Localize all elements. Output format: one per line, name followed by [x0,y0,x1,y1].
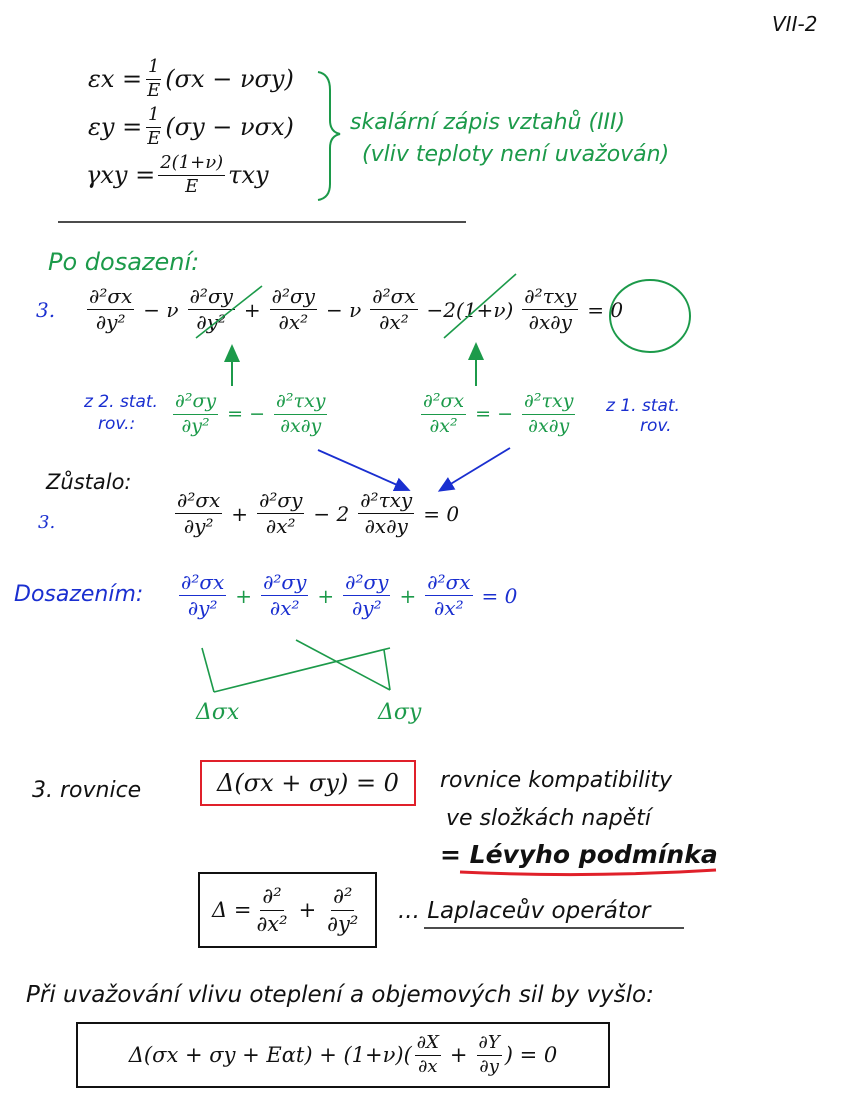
levy-note-2: ve složkách napětí [446,806,652,831]
stat-right-rhs-den: ∂x∂y [528,414,570,437]
arrow-blue-right [444,448,510,488]
eq-sub-t1-den: ∂y² [187,596,218,620]
laplace-sigma-x: Δσx [196,700,240,725]
hooke-eq-1-lhs: εx = [88,65,143,94]
hooke-note-line-1: skalární zápis vztahů (III) [350,110,626,135]
eq-full-minus-nu-2: − ν [325,297,362,322]
eq-full-t3-den: ∂x² [278,310,309,334]
hooke-eq-2-rhs: (σy − νσx) [165,113,294,142]
stat-left-rhs-den: ∂x∂y [280,414,322,437]
dosazenim-label: Dosazením: [14,582,144,607]
eq-remain-eq-zero: = 0 [423,501,460,526]
eq-remain-t1-den: ∂y² [183,514,214,538]
strike-term-2 [196,286,262,338]
rovnice-3-label: 3. rovnice [32,778,142,803]
eq-full-number: 3. [36,298,56,322]
group-line-3 [296,640,390,690]
eq-full-t2-den: ∂y² [196,310,227,334]
eq-full-eq-zero: = 0 [587,297,624,322]
levy-note-1: rovnice kompatibility [440,768,672,793]
eq-remain-t1-num: ∂²σx [177,488,221,512]
stat-left-lhs-den: ∂y² [181,414,210,437]
po-dosazeni-label: Po dosazení: [48,248,200,276]
eq-sub-plus-1: + [235,583,253,608]
eq-sub-t3-den: ∂y² [351,596,382,620]
eq-full-minus-2: −2(1+ν) [426,297,514,322]
eq-remain-number: 3. [38,512,56,533]
group-line-2 [214,648,390,692]
stat-right-label-1: z 1. stat. [606,396,680,416]
laplace-op-lhs: Δ = [212,898,252,922]
group-line-1 [202,648,214,692]
stat-right-lhs-den: ∂x² [429,414,458,437]
final-eq-plus: + [449,1043,468,1067]
eq-remain-t3-den: ∂x∂y [364,514,408,538]
final-eq-t2-num: ∂Y [477,1034,502,1056]
eq-full-t4-den: ∂x² [379,310,409,334]
eq-full-plus-1: + [243,297,261,322]
eq-full-t5-num: ∂²τxy [524,284,577,308]
circle-tau-term [610,280,690,352]
eq-sub-plus-3: + [399,583,417,608]
hooke-eq-3-lhs: γxy = [86,161,156,190]
stat-left-eq-sign: = − [227,403,266,426]
eq-sub-plus-2: + [317,583,335,608]
final-eq-t1-den: ∂x [418,1055,438,1077]
laplace-op-t1-num: ∂² [260,885,283,910]
brace-mark [318,72,340,200]
arrow-blue-left [318,450,404,488]
hooke-eq-3-rhs: τxy [228,161,269,190]
strike-term-4 [444,274,516,338]
stat-left-lhs-num: ∂²σy [173,392,218,415]
page-number: VII-2 [772,12,818,36]
final-eq-rhs: ) = 0 [504,1043,558,1067]
eq-full-minus-nu-1: − ν [143,297,179,322]
hooke-eq-3-num: 2(1+ν) [158,154,225,176]
stat-left-label-2: rov.: [98,414,136,434]
eq-remain-t2-num: ∂²σy [259,488,303,512]
laplace-op-t1-den: ∂x² [256,911,288,936]
eq-full-t4-num: ∂²σx [372,284,416,308]
stat-right-rhs-num: ∂²τxy [522,392,575,415]
stat-right-label-2: rov. [640,416,672,436]
hooke-note-line-2: (vliv teploty není uvažován) [362,142,670,167]
hooke-eq-2-num: 1 [146,106,161,128]
stat-right-eq-sign: = − [475,403,514,426]
hooke-eq-1-den: E [147,79,161,101]
eq-sub-t4-den: ∂x² [434,596,464,620]
eq-sub-eq-zero: = 0 [481,583,518,608]
eq-sub-t4-num: ∂²σx [427,570,471,594]
final-eq-t2-den: ∂y [479,1055,499,1077]
levy-underline [460,870,716,875]
laplace-sigma-y: Δσy [378,700,422,725]
stat-left-rhs-num: ∂²τxy [274,392,327,415]
eq-full-t2-num: ∂²σy [189,284,233,308]
hooke-eq-1-rhs: (σx − νσy) [165,65,294,94]
eq-remain-plus: + [231,501,249,526]
final-eq-t1-num: ∂X [415,1034,441,1056]
laplace-op-t2-den: ∂y² [327,911,359,936]
laplace-op-plus: + [298,898,317,922]
zustalo-label: Zůstalo: [46,470,132,494]
eq-sub-t3-num: ∂²σy [345,570,389,594]
eq-full-t5-den: ∂x∂y [528,310,572,334]
levy-equation: Δ(σx + σy) = 0 [217,769,399,797]
stat-right-lhs-num: ∂²σx [421,392,466,415]
eq-remain-t2-den: ∂x² [265,514,296,538]
stat-left-label-1: z 2. stat. [84,392,158,412]
eq-full-t1-den: ∂y² [95,310,126,334]
laplace-op-t2-num: ∂² [331,885,354,910]
eq-remain-minus: − 2 [313,501,350,526]
final-text: Při uvažování vlivu oteplení a objemových sil by vyšlo: [26,982,654,1008]
final-eq-lhs: Δ(σx + σy + Eαt) + (1+ν)( [128,1043,412,1067]
levy-note-3: = Lévyho podmínka [440,840,718,869]
eq-full-t1-num: ∂²σx [89,284,133,308]
eq-sub-t1-num: ∂²σx [181,570,225,594]
eq-sub-t2-den: ∂x² [269,596,300,620]
eq-full-t3-num: ∂²σy [271,284,315,308]
hooke-eq-3-den: E [185,175,199,197]
eq-sub-t2-num: ∂²σy [263,570,307,594]
group-line-4 [384,650,390,690]
hooke-eq-1-num: 1 [146,58,161,80]
hooke-eq-2-lhs: εy = [88,113,143,142]
laplace-operator-label: ... Laplaceův operátor [398,898,651,924]
eq-remain-t3-num: ∂²τxy [360,488,413,512]
hooke-eq-2-den: E [147,127,161,149]
